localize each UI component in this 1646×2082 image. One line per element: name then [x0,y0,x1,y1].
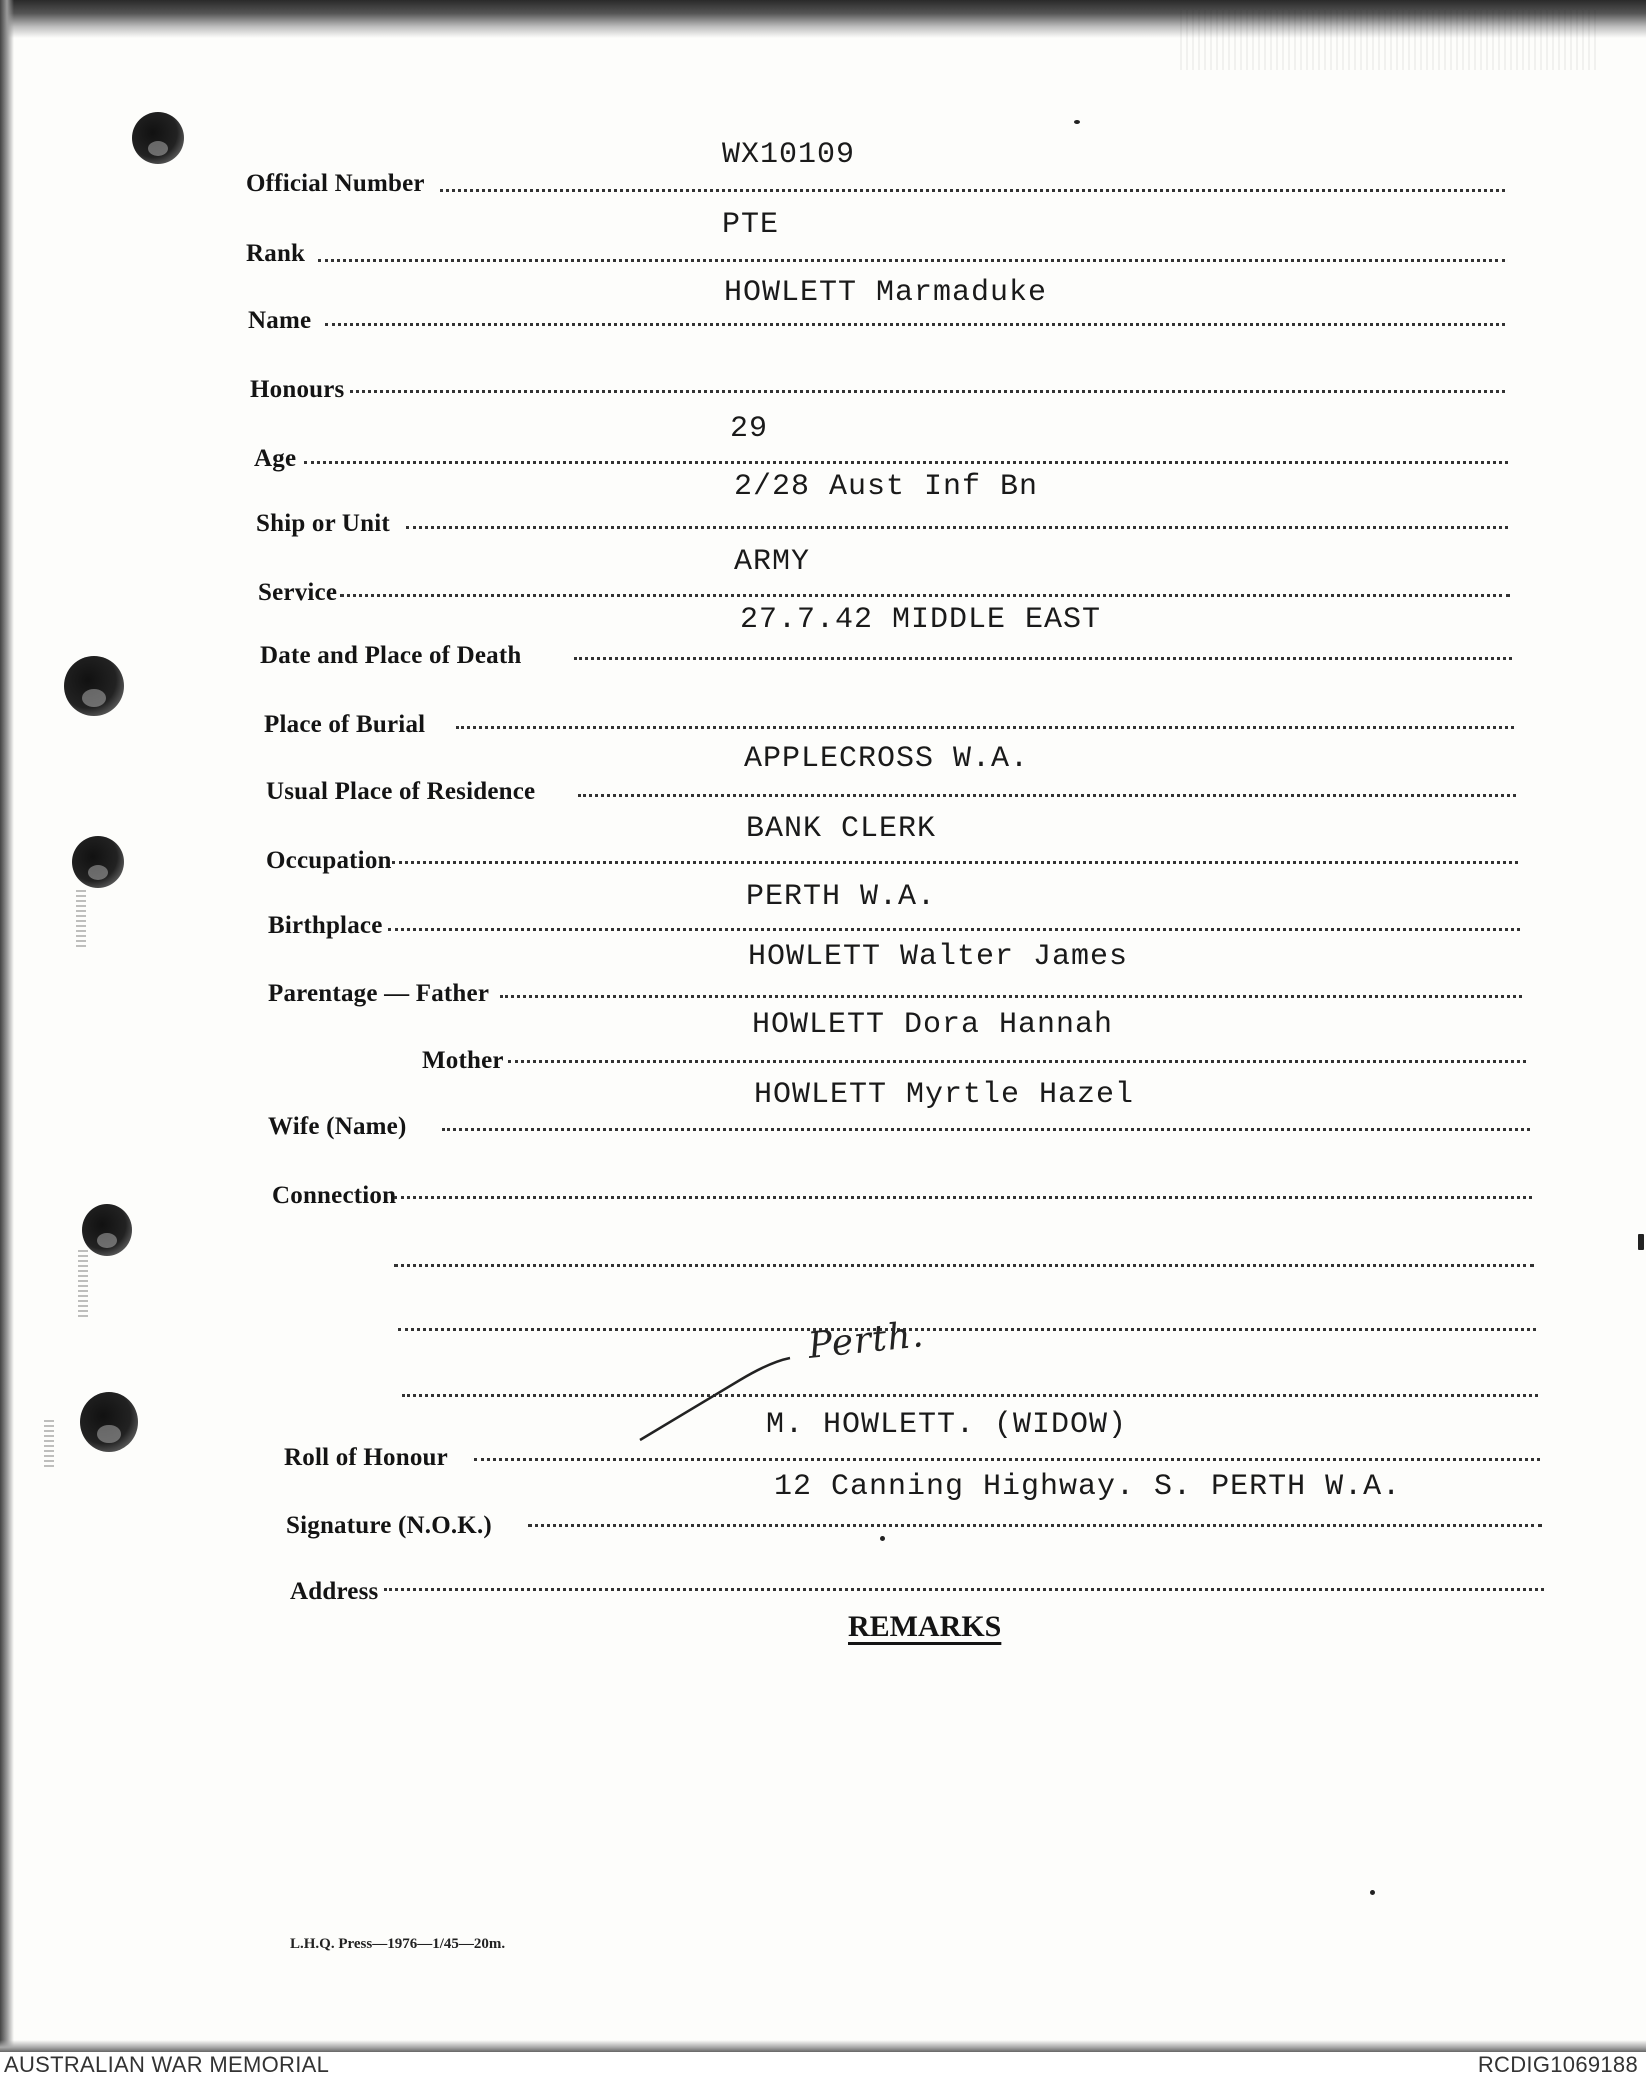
field-leader-roll-of-honour [474,1458,1540,1461]
field-label-signature-nok: Signature (N.O.K.) [286,1512,492,1539]
field-leader-date-place-death [574,657,1512,660]
footer-institution: AUSTRALIAN WAR MEMORIAL [4,2052,330,2077]
scan-smudge [78,1250,88,1320]
field-leader-rank [318,259,1505,262]
field-value-rank: PTE [722,208,780,242]
field-leader-signature-nok [528,1524,1542,1527]
scan-speck [880,1536,885,1541]
scan-bottom-edge [0,2040,1646,2052]
footer-record-id: RCDIG1069188 [1477,2052,1638,2077]
field-label-place-of-burial: Place of Burial [264,711,426,738]
field-leader-address [384,1588,1544,1591]
field-value-name: HOWLETT Marmaduke [724,276,1048,310]
handwritten-note: Perth. [806,1314,927,1367]
field-label-name: Name [248,307,312,334]
field-label-usual-residence: Usual Place of Residence [266,778,536,805]
scan-smudge [44,1420,54,1470]
field-value-occupation: BANK CLERK [746,812,937,846]
punch-hole-icon [72,836,124,888]
field-label-service: Service [258,579,338,606]
connection-continuation-line [402,1394,1538,1397]
printer-imprint: L.H.Q. Press—1976—1/45—20m. [290,1936,506,1952]
field-leader-name [325,323,1505,326]
punch-hole-icon [64,656,124,716]
scan-smudge [76,890,86,950]
field-label-occupation: Occupation [266,847,392,874]
field-label-official-number: Official Number [246,170,425,197]
field-leader-occupation [392,861,1518,864]
field-value-ship-or-unit: 2/28 Aust Inf Bn [734,470,1039,504]
connection-continuation-line [394,1264,1534,1267]
field-value-father: HOWLETT Walter James [748,940,1129,974]
connection-continuation-line [398,1328,1536,1331]
field-leader-father [500,995,1522,998]
field-value-age: 29 [730,412,769,446]
field-label-age: Age [254,445,297,472]
field-value-official-number: WX10109 [722,138,856,172]
field-label-roll-of-honour: Roll of Honour [284,1444,448,1471]
punch-hole-icon [80,1392,138,1452]
field-value-date-place-death: 27.7.42 MIDDLE EAST [740,603,1102,637]
field-leader-usual-residence [578,794,1516,797]
field-leader-place-of-burial [456,726,1514,729]
field-label-ship-or-unit: Ship or Unit [256,510,390,537]
field-value-roll-of-honour: M. HOWLETT. (WIDOW) [766,1408,1128,1442]
field-value-service: ARMY [734,545,811,579]
field-label-birthplace: Birthplace [268,912,383,939]
field-leader-birthplace [388,928,1520,931]
field-label-father: Parentage — Father [268,980,490,1007]
field-label-address: Address [290,1578,379,1605]
field-label-date-place-death: Date and Place of Death [260,642,522,669]
field-value-wife: HOWLETT Myrtle Hazel [754,1078,1135,1112]
field-label-honours: Honours [250,376,345,403]
field-label-wife: Wife (Name) [268,1113,407,1140]
field-value-mother: HOWLETT Dora Hannah [752,1008,1114,1042]
scan-speck [1638,1234,1644,1250]
field-leader-connection [394,1196,1532,1199]
field-label-rank: Rank [246,240,306,267]
field-leader-age [304,461,1508,464]
field-value-birthplace: PERTH W.A. [746,880,937,914]
field-label-mother: Mother [422,1047,504,1074]
punch-hole-icon [132,112,184,164]
punch-hole-icon [82,1204,132,1256]
field-leader-wife [442,1128,1530,1131]
field-label-connection: Connection [272,1182,397,1209]
field-leader-official-number [440,189,1505,192]
field-value-signature-nok: 12 Canning Highway. S. PERTH W.A. [774,1470,1402,1504]
field-leader-ship-or-unit [406,526,1508,529]
remarks-heading: REMARKS [848,1610,1002,1643]
pen-stroke-icon [620,1340,800,1450]
scan-speck [1370,1890,1375,1895]
field-leader-service [340,594,1510,597]
scan-noise [1180,10,1600,70]
field-leader-mother [508,1060,1526,1063]
field-leader-honours [350,390,1505,393]
field-value-usual-residence: APPLECROSS W.A. [744,742,1030,776]
scan-left-edge [0,0,14,2050]
scan-speck [1074,120,1080,124]
